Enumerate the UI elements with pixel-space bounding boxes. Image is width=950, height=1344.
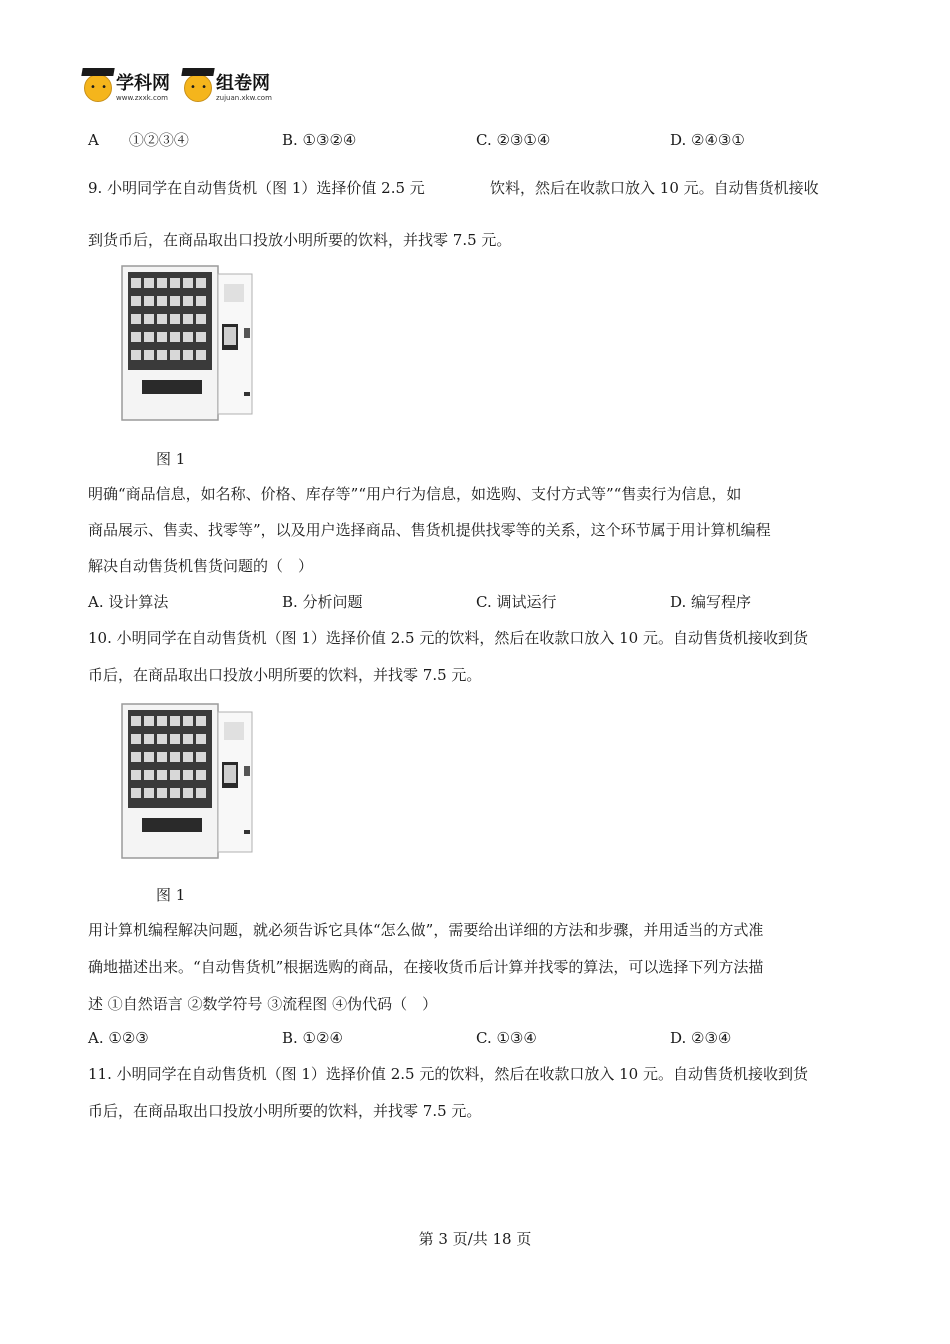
q9-stem-line1a: 9. 小明同学在自动售货机（图 1）选择价值 2.5 元 (88, 179, 425, 197)
q10-body-line2: 确地描述出来。“自动售货机”根据选购的商品，在接收货币后计算并找零的算法，可以选择下列方法描 (88, 958, 764, 976)
vending-machine-figure (120, 264, 260, 428)
q9-body-line2: 商品展示、售卖、找零等”，以及用户选择商品、售货机提供找零等的关系，这个环节属于用计算机编程 (88, 521, 771, 539)
zujuanwang-logo (184, 74, 272, 102)
option-d: D. 编写程序 (670, 593, 752, 611)
option-b: B. ①②④ (282, 1029, 343, 1047)
mascot-icon (84, 74, 112, 102)
q10-body-line1: 用计算机编程解决问题，就必须告诉它具体“怎么做”，需要给出详细的方法和步骤，并用适当的方式准 (88, 921, 764, 939)
q10-options (88, 1028, 864, 1048)
q9-body-line3: 解决自动售货机售货问题的（ ） (88, 557, 314, 575)
option-b: B. ①③②④ (282, 131, 357, 149)
logo-name: 组卷网 (216, 73, 270, 94)
q11-stem-line2: 币后，在商品取出口投放小明所要的饮料，并找零 7.5 元。 (88, 1102, 482, 1120)
option-a: A ①②③④ (88, 131, 189, 149)
option-c: C. ①③④ (476, 1029, 537, 1047)
option-a: A. ①②③ (88, 1029, 149, 1047)
figure-caption: 图 1 (156, 450, 186, 468)
q9-stem-line2: 到货币后，在商品取出口投放小明所要的饮料，并找零 7.5 元。 (88, 231, 512, 249)
option-a: A. 设计算法 (88, 593, 169, 611)
option-d: D. ②④③① (670, 131, 745, 149)
q10-stem-line2: 币后，在商品取出口投放小明所要的饮料，并找零 7.5 元。 (88, 666, 482, 684)
logo-url: zujuan.xkw.com (216, 94, 272, 102)
option-d: D. ②③④ (670, 1029, 732, 1047)
q9-stem-line1b: 饮料，然后在收款口放入 10 元。自动售货机接收 (490, 179, 819, 197)
q8-options (88, 130, 864, 150)
q10-stem-line1: 10. 小明同学在自动售货机（图 1）选择价值 2.5 元的饮料，然后在收款口放入 10 元。自动售货机接收到货 (88, 629, 808, 647)
option-c: C. 调试运行 (476, 593, 557, 611)
header-logos (84, 68, 286, 108)
figure-caption: 图 1 (156, 886, 186, 904)
page-number: 第 3 页/共 18 页 (418, 1230, 532, 1248)
mascot-icon (184, 74, 212, 102)
logo-name: 学科网 (116, 73, 170, 94)
q9-options (88, 592, 864, 612)
vending-machine-figure (120, 702, 260, 866)
q9-body-line1: 明确“商品信息，如名称、价格、库存等”“用户行为信息，如选购、支付方式等”“售卖行为信息，如 (88, 485, 742, 503)
xuekewang-logo (84, 74, 170, 102)
logo-url: www.zxxk.com (116, 94, 168, 102)
q10-body-line3: 述 ①自然语言 ②数学符号 ③流程图 ④伪代码（ ） (88, 995, 438, 1013)
option-c: C. ②③①④ (476, 131, 551, 149)
option-b: B. 分析问题 (282, 593, 363, 611)
q11-stem-line1: 11. 小明同学在自动售货机（图 1）选择价值 2.5 元的饮料，然后在收款口放入 10 元。自动售货机接收到货 (88, 1065, 808, 1083)
